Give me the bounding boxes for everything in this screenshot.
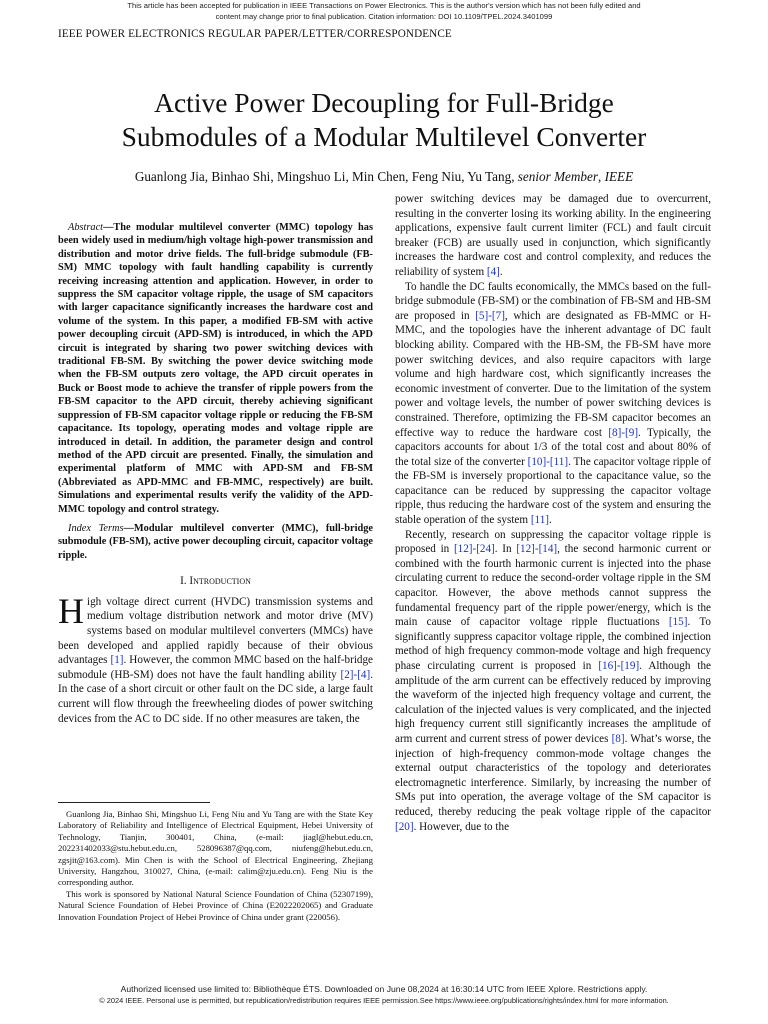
title-line-2: Submodules of a Modular Multilevel Converter [121,121,647,152]
citation-link[interactable]: [4] [486,265,500,278]
citation-link[interactable]: [20] [395,820,414,833]
footnote-funding: This work is sponsored by National Natural Science Foundation of China (52307199), Natural Science Foundation of Hebei Province of China (E2022202065) and Graduate Innovation Foundation Project of Hebei Province of China under grant (220056). [58,888,373,922]
text: . To significantly suppress capacitor voltage ripple, the combined injection method of high frequency common-mode voltage and high frequency phase circulating current is proposed in [395,616,711,672]
paragraph-1 [395,192,711,280]
drop-cap: H [58,590,84,631]
citation-link[interactable]: [12]-[14] [516,543,558,556]
intro-text-2: . However, the common MMC based on the half-bridge submodule (HB-SM) does not have the fault handling ability [58,654,374,681]
copyright-footer: © 2024 IEEE. Personal use is permitted, but republication/redistribution requires IEEE permission.See https://www.ieee.org/publications/rights/index.html for more information. [99,996,669,1005]
citation-link[interactable]: [16]-[19] [598,660,640,672]
citation-link[interactable]: [10]-[11] [527,455,569,468]
paragraph-3 [395,528,711,834]
text: Recently, research on suppressing the capacitor voltage ripple is proposed in [395,528,711,556]
journal-header: IEEE POWER ELECTRONICS REGULAR PAPER/LETTER/CORRESPONDENCE [58,28,452,40]
paragraph-2 [395,280,711,528]
text: . However, due to the [413,820,510,833]
footnote-affiliations: Guanlong Jia, Binhao Shi, Mingshuo Li, Feng Niu and Yu Tang are with the State Key Laboratory of Reliability and Intelligence of Electrical Equipment, Hebei University of Technology, Tianjin, 300401, China, (e-mail: jiagl@hebut.edu.cn, 202231402033@stu.hebut.edu.cn, 528096387@qq.com, niufeng@hebut.edu.cn, zgsjit@163.com). Min Chen is with the School of Electrical Engineering, Zhejiang University, Hangzhou, 310027, China, (e-mail: calim@zju.edu.cn). Feng Niu is the corresponding author. [58,809,373,888]
section-number: I. [180,575,187,588]
notice-line-2: content may change prior to final publication. Citation information: DOI 10.1109/TPEL.2024.3401099 [215,12,553,21]
section-heading-introduction [58,574,373,589]
text: To handle the DC faults economically, the MMCs based on the full-bridge submodule (FB-SM) or the combination of FB-SM and HB-SM are proposed in [395,280,711,322]
license-footer: Authorized licensed use limited to: Bibliothèque ÉTS. Downloaded on June 08,2024 at 16:30:14 UTC from IEEE Xplore. Restrictions apply. [120,984,648,994]
intro-text-3: . In the case of a short circuit or other fault on the DC side, a large fault current will flow through the freewheeling diodes of power switching devices from the AC to DC side. If no other measures are taken, the [58,668,373,725]
text: . [548,514,552,527]
abstract-label: Abstract [68,222,104,233]
citation-link[interactable]: [15] [668,616,688,629]
citation-link[interactable]: [5]-[7] [475,309,505,322]
left-column [58,221,373,726]
text: . Although the amplitude of the arm current can be effectively reduced by improving the waveform of the injected high frequency voltage and current, the calculation of the injected values is very complicated, and the injected high frequency current still significantly increases the amplitude of arm current and current stress of power devices [395,660,711,745]
section-title: Introduction [189,575,251,588]
text: , the second harmonic current or combined with the fourth harmonic current is injected into the phase circulating current to reduce the second-order voltage ripple in the SM capacitor. However, the above methods cannot suppress the fundamental frequency part of the ripple power/energy, which is the main cause of capacitor voltage ripple fluctuations [395,543,711,629]
title-line-1: Active Power Decoupling for Full-Bridge [154,87,614,118]
index-terms-text: —Modular multilevel converter (MMC), full-bridge submodule (FB-SM), active power decoupling circuit, capacitor voltage ripple. [58,522,373,561]
text: . In [494,543,517,556]
author-names: Guanlong Jia, Binhao Shi, Mingshuo Li, Min Chen, Feng Niu, Yu Tang, [134,169,515,184]
citation-link[interactable]: [8]-[9] [608,426,639,439]
right-column [395,192,711,834]
author-role: senior Member [517,169,599,184]
text: . [499,265,503,278]
citation-link[interactable]: [11] [530,514,549,527]
index-terms-label: Index Terms [68,522,124,534]
text: . Typically, the capacitors accounts for about 1/3 of the total cost and about 80% of the total size of the converter [395,426,711,468]
citation-link[interactable]: [2]-[4] [340,668,371,681]
publication-notice [0,0,768,22]
abstract-text: —The modular multilevel converter (MMC) topology has been widely used in medium/high voltage high-power transmission and distribution and motor drive fields. The full-bridge submodule (FB-SM) MMC topology with fault handling capability is currently receiving increasing attention and application. However, in order to suppress the SM capacitor voltage ripple, the usage of SM capacitors with larger capacitance significantly increases the hardware cost and volume of the system. In this paper, a modified FB-SM with active power decoupling circuit (APD-SM) is introduced, in which the APD circuit is integrated by sharing two power switching devices with traditional FB-SM. By switching the power device switching mode when the FB-SM outputs zero voltage, the APD circuit operates in Buck or Boost mode to achieve the transfer of ripple powers from the FB-SM capacitor to the APD circuit, thereby achieving significant suppression of FB-SM capacitor voltage ripple or reducing the FB-SM capacitance. Its topology, operating modes and voltage ripple are introduced in detail. In addition, the parameter design and control method of the APD circuit are presented. Finally, the simulation and experimental platform of MMC with APD-SM and FB-SM (Abbreviated as APD-MMC and FB-MMC, respectively) are built. Simulations and experimental results verify the validity of the APD-MMC topology and control strategy. [58,222,373,515]
author-list: Guanlong Jia, Binhao Shi, Mingshuo Li, Min Chen, Feng Niu, Yu Tang, senior Member, IEEE [134,169,634,184]
abstract [58,221,373,516]
index-terms [58,522,373,562]
citation-link[interactable]: [1] [110,654,124,667]
notice-line-1: This article has been accepted for publication in IEEE Transactions on Power Electronics. This is the author's version which has not been fully edited and [127,1,641,10]
intro-paragraph [58,590,374,726]
text: power switching devices may be damaged due to overcurrent, resulting in the converter losing its working ability. In the engineering applications, expensive fault current limiter (FCL) and fault circuit breaker (FCB) are usually used in conjunction, which significantly increases the hardware cost and control complexity, and reduces the reliability of system [395,193,711,278]
intro-text-1: igh voltage direct current (HVDC) transmission systems and medium voltage distribution network and motor drive (MV) systems based on modular multilevel converters (MMCs) have been developed and applied rapidly because of their obvious advantages [58,595,373,667]
text: , which are designated as FB-MMC or H-MMC, and the topologies have the inherent advantage of DC fault blocking ability. Compared with the HB-SM, the FB-SM have more power switching devices, and also require capacitors with large volume and high hardware cost, which significantly increases the economic investment of converter. Due to the limitation of the system power and voltage levels, the number of power switching devices is constrained. Therefore, optimizing the FB-SM capacitor becomes an effective way to reduce the hardware cost [395,309,711,439]
text: . What’s worse, the injection of high-frequency common-mode voltage changes the external output characteristics of the topology and deteriorates electromagnetic interference. Similarly, by increasing the number of SMs put into operation, the average voltage of the SM capacitor is reduced, thereby reducing the peak voltage ripple of the capacitor [395,732,711,818]
footnote-rule [58,802,210,803]
citation-link[interactable]: [8] [611,732,625,745]
text: . The capacitor voltage ripple of the FB-SM is inversely proportional to the capacitance value, so the capacitance can be reduced by suppressing the capacitor voltage ripple, thus reducing the hardware cost of the system and ensuring the stable operation of the system [395,455,711,527]
author-org: IEEE [604,169,634,184]
paper-title [0,86,768,154]
footnotes [58,809,373,923]
citation-link[interactable]: [12]-[24] [453,543,495,556]
